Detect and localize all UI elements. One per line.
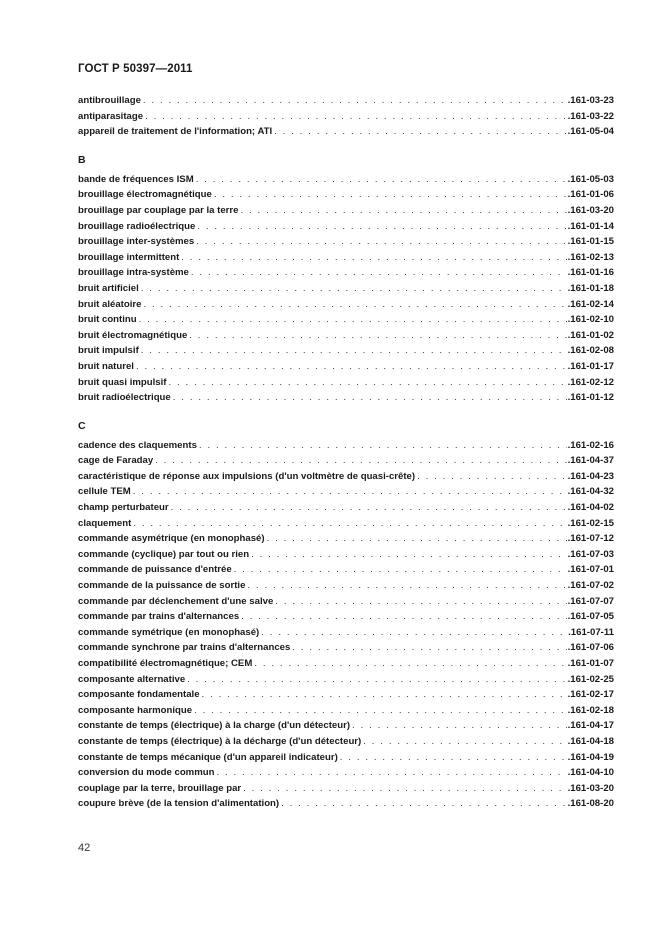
entry-code: .161-02-18 bbox=[567, 704, 614, 716]
index-entry bbox=[78, 765, 614, 781]
dot-leader bbox=[234, 562, 567, 578]
entry-code: .161-01-02 bbox=[567, 329, 614, 341]
entry-term: commande (cyclique) par tout ou rien bbox=[78, 548, 250, 560]
entry-code: .161-03-23 bbox=[567, 95, 614, 106]
entry-code: .161-05-04 bbox=[567, 126, 614, 138]
dot-leader bbox=[417, 469, 567, 485]
entry-code: .161-02-14 bbox=[567, 298, 614, 310]
index-entry bbox=[78, 203, 614, 219]
entry-term: commande de puissance d'entrée bbox=[78, 564, 232, 576]
entry-code: .161-04-10 bbox=[567, 767, 614, 779]
dot-leader bbox=[141, 281, 567, 297]
entry-term: bruit électromagnétique bbox=[78, 329, 188, 341]
dot-leader bbox=[168, 375, 566, 391]
entry-term: brouillage radioélectrique bbox=[78, 220, 196, 232]
index-entry bbox=[78, 656, 614, 672]
dot-leader bbox=[352, 718, 567, 734]
entry-term: couplage par la terre, brouillage par bbox=[78, 782, 242, 794]
document-header: ГОСТ Р 50397—2011 bbox=[78, 63, 193, 75]
index-entry bbox=[78, 187, 614, 203]
entry-code: .161-04-18 bbox=[567, 735, 614, 747]
entry-term: caractéristique de réponse aux impulsions (d'un voltmètre de quasi-crête) bbox=[78, 470, 416, 482]
entry-code: .161-07-11 bbox=[568, 626, 614, 638]
dot-leader bbox=[241, 609, 566, 625]
index-entry bbox=[78, 265, 614, 281]
dot-leader bbox=[261, 625, 567, 641]
index-entry bbox=[78, 531, 614, 547]
index-entry bbox=[78, 328, 614, 344]
entry-term: antiparasitage bbox=[78, 110, 144, 122]
dot-leader bbox=[199, 438, 567, 454]
entry-code: .161-03-22 bbox=[567, 110, 614, 122]
entry-code: .161-03-20 bbox=[567, 782, 614, 794]
dot-leader bbox=[139, 312, 567, 328]
dot-leader bbox=[171, 500, 567, 516]
dot-leader bbox=[143, 93, 567, 109]
entry-code: .161-04-37 bbox=[567, 455, 614, 467]
index-entry bbox=[78, 219, 614, 235]
index-entry bbox=[78, 234, 614, 250]
index-entry bbox=[78, 516, 614, 532]
dot-leader bbox=[340, 750, 567, 766]
index-entry bbox=[78, 687, 614, 703]
entry-code: .161-04-19 bbox=[567, 751, 614, 763]
entry-term: bruit radioélectrique bbox=[78, 392, 171, 404]
index-entry bbox=[78, 562, 614, 578]
entry-term: commande par trains d'alternances bbox=[78, 611, 240, 623]
dot-leader bbox=[181, 250, 566, 266]
dot-leader bbox=[251, 547, 566, 563]
dot-leader bbox=[274, 124, 566, 140]
entry-code: .161-01-06 bbox=[567, 189, 614, 201]
dot-leader bbox=[267, 531, 567, 547]
index-entry bbox=[78, 359, 614, 375]
index-entry bbox=[78, 750, 614, 766]
dot-leader bbox=[281, 796, 566, 812]
entry-code: .161-08-20 bbox=[567, 798, 614, 810]
entry-code: .161-07-06 bbox=[567, 642, 614, 654]
entry-code: .161-07-03 bbox=[567, 548, 614, 560]
index-entry bbox=[78, 390, 614, 406]
index-entry bbox=[78, 594, 614, 610]
index-entry bbox=[78, 718, 614, 734]
dot-leader bbox=[214, 187, 567, 203]
dot-leader bbox=[196, 234, 566, 250]
entry-term: cadence des claquements bbox=[78, 439, 197, 451]
dot-leader bbox=[133, 484, 567, 500]
entry-code: .161-04-02 bbox=[567, 502, 614, 514]
dot-leader bbox=[173, 390, 567, 406]
index-entry bbox=[78, 172, 614, 188]
index-entry bbox=[78, 609, 614, 625]
dot-leader bbox=[292, 640, 566, 656]
entry-code: .161-07-02 bbox=[567, 580, 614, 592]
index-entry bbox=[78, 297, 614, 313]
index-section bbox=[78, 418, 614, 812]
entry-term: appareil de traitement de l'information; ATI bbox=[78, 126, 273, 138]
term-index bbox=[78, 93, 614, 824]
index-entry bbox=[78, 453, 614, 469]
dot-leader bbox=[202, 687, 567, 703]
entry-term: constante de temps (électrique) à la charge (d'un détecteur) bbox=[78, 720, 351, 732]
entry-term: commande par déclenchement d'une salve bbox=[78, 595, 274, 607]
index-entry bbox=[78, 343, 614, 359]
entry-code: .161-04-32 bbox=[567, 486, 614, 498]
index-section bbox=[78, 93, 614, 140]
entry-term: composante alternative bbox=[78, 673, 186, 685]
index-entry bbox=[78, 781, 614, 797]
index-entry bbox=[78, 500, 614, 516]
dot-leader bbox=[216, 765, 566, 781]
entry-term: bande de fréquences ISM bbox=[78, 173, 194, 185]
section-letter: C bbox=[78, 419, 86, 432]
entry-term: commande asymétrique (en monophasé) bbox=[78, 533, 265, 545]
entry-code: .161-04-17 bbox=[567, 720, 614, 732]
dot-leader bbox=[191, 265, 567, 281]
entry-term: composante fondamentale bbox=[78, 689, 200, 701]
entry-code: .161-01-17 bbox=[567, 360, 614, 372]
entry-term: commande symétrique (en monophasé) bbox=[78, 626, 260, 638]
dot-leader bbox=[155, 453, 566, 469]
entry-code: .161-01-15 bbox=[567, 236, 614, 248]
entry-term: bruit naturel bbox=[78, 360, 134, 372]
entry-code: .161-01-16 bbox=[567, 267, 614, 279]
index-entry bbox=[78, 703, 614, 719]
entry-term: bruit continu bbox=[78, 314, 137, 326]
entry-code: .161-02-10 bbox=[567, 314, 614, 326]
dot-leader bbox=[247, 578, 566, 594]
dot-leader bbox=[143, 297, 566, 313]
entry-term: claquement bbox=[78, 517, 132, 529]
entry-term: constante de temps (électrique) à la décharge (d'un détecteur) bbox=[78, 735, 362, 747]
dot-leader bbox=[254, 656, 566, 672]
entry-code: .161-01-12 bbox=[567, 392, 614, 404]
index-entry bbox=[78, 469, 614, 485]
index-entry bbox=[78, 438, 614, 454]
index-entry bbox=[78, 672, 614, 688]
entry-term: commande synchrone par trains d'alternances bbox=[78, 642, 291, 654]
entry-term: brouillage intermittent bbox=[78, 251, 180, 263]
index-entry bbox=[78, 625, 614, 641]
entry-code: .161-02-12 bbox=[567, 376, 614, 388]
dot-leader bbox=[275, 594, 566, 610]
entry-term: compatibilité électromagnétique; CEM bbox=[78, 658, 253, 669]
entry-code: .161-02-13 bbox=[567, 251, 614, 263]
dot-leader bbox=[196, 172, 567, 188]
entry-code: .161-02-15 bbox=[567, 517, 614, 529]
entry-code: .161-07-07 bbox=[567, 595, 614, 607]
index-entry bbox=[78, 250, 614, 266]
index-entry bbox=[78, 640, 614, 656]
index-entry bbox=[78, 281, 614, 297]
page-number: 42 bbox=[78, 842, 91, 854]
dot-leader bbox=[240, 203, 566, 219]
entry-term: commande de la puissance de sortie bbox=[78, 580, 246, 592]
entry-code: .161-05-03 bbox=[567, 173, 614, 185]
entry-term: antibrouillage bbox=[78, 95, 141, 106]
entry-term: brouillage inter-systèmes bbox=[78, 236, 195, 248]
entry-term: constante de temps mécanique (d'un appareil indicateur) bbox=[78, 751, 338, 763]
index-entry bbox=[78, 109, 614, 125]
index-entry bbox=[78, 796, 614, 812]
index-entry bbox=[78, 312, 614, 328]
dot-leader bbox=[141, 343, 567, 359]
entry-code: .161-07-05 bbox=[567, 611, 614, 623]
entry-code: .161-02-08 bbox=[567, 345, 614, 357]
entry-term: bruit artificiel bbox=[78, 282, 139, 294]
index-entry bbox=[78, 375, 614, 391]
entry-code: .161-03-20 bbox=[567, 204, 614, 216]
entry-term: brouillage électromagnétique bbox=[78, 189, 212, 201]
entry-code: .161-02-25 bbox=[567, 673, 614, 685]
entry-term: conversion du mode commun bbox=[78, 767, 215, 779]
index-entry bbox=[78, 547, 614, 563]
entry-code: .161-07-01 bbox=[567, 564, 614, 576]
dot-leader bbox=[136, 359, 567, 375]
section-letter: B bbox=[78, 153, 86, 166]
dot-leader bbox=[189, 328, 566, 344]
dot-leader bbox=[187, 672, 566, 688]
dot-leader bbox=[243, 781, 566, 797]
index-entry bbox=[78, 93, 614, 109]
index-entry bbox=[78, 578, 614, 594]
dot-leader bbox=[194, 703, 567, 719]
index-section bbox=[78, 152, 614, 406]
entry-term: brouillage intra-système bbox=[78, 267, 189, 279]
entry-term: bruit impulsif bbox=[78, 345, 139, 357]
entry-code: .161-07-12 bbox=[567, 533, 614, 545]
entry-term: bruit quasi impulsif bbox=[78, 376, 167, 388]
entry-term: champ perturbateur bbox=[78, 502, 169, 514]
dot-leader bbox=[133, 516, 566, 532]
entry-code: .161-01-14 bbox=[567, 220, 614, 232]
index-entry bbox=[78, 124, 614, 140]
entry-term: bruit aléatoire bbox=[78, 298, 142, 310]
entry-term: composante harmonique bbox=[78, 704, 193, 716]
dot-leader bbox=[197, 219, 566, 235]
entry-term: coupure brève (de la tension d'alimentation) bbox=[78, 798, 280, 810]
entry-term: cellule TEM bbox=[78, 486, 131, 498]
dot-leader bbox=[363, 734, 566, 750]
index-entry bbox=[78, 734, 614, 750]
entry-code: .161-01-18 bbox=[567, 282, 614, 294]
entry-term: cage de Faraday bbox=[78, 455, 154, 467]
entry-code: .161-04-23 bbox=[567, 470, 614, 482]
entry-code: .161-02-16 bbox=[567, 439, 614, 451]
entry-code: .161-01-07 bbox=[567, 658, 614, 669]
entry-code: .161-02-17 bbox=[567, 689, 614, 701]
index-entry bbox=[78, 484, 614, 500]
dot-leader bbox=[145, 109, 567, 125]
entry-term: brouillage par couplage par la terre bbox=[78, 204, 239, 216]
